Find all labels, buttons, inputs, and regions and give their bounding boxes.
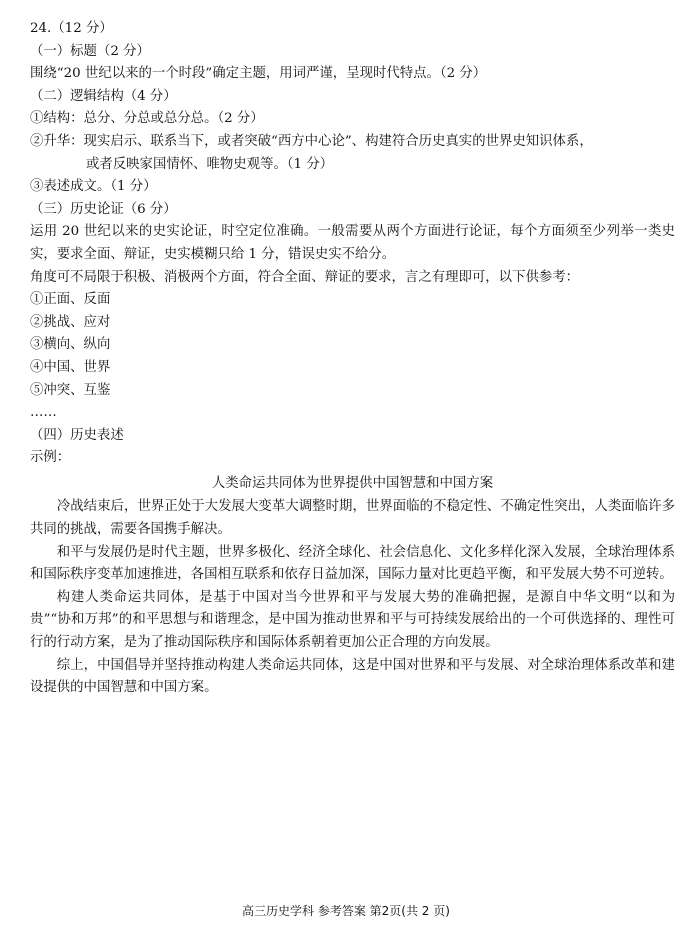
- argument-option: ④中国、世界: [30, 359, 111, 375]
- argument-option: ⑤冲突、互鉴: [30, 382, 111, 398]
- section-argument-heading: （三）历史论证（6 分）: [30, 201, 177, 217]
- answer-content: [30, 18, 675, 700]
- essay-paragraph: 冷战结束后，世界正处于大发展大变革大调整时期，世界面临的不稳定性、不确定性突出，人类面临许多共同的挑战，需要各国携手解决。: [30, 499, 675, 538]
- argument-option: ①正面、反面: [30, 292, 111, 308]
- logic-item-structure: ①结构：总分、分总或总分总。（2 分）: [30, 111, 264, 127]
- argument-requirements: 运用 20 世纪以来的史实论证，时空定位准确。一般需要从两个方面进行论证，每个方面须至少列举一类史实，要求全面、辩证，史实模糊只给 1 分，错误史实不给分。: [30, 224, 675, 262]
- essay-paragraph: 综上，中国倡导并坚持推动构建人类命运共同体，这是中国对世界和平与发展、对全球治理体系改革和建设提供的中国智慧和中国方案。: [30, 657, 675, 696]
- logic-item-expression: ③表述成文。（1 分）: [30, 179, 157, 195]
- argument-ellipsis: ……: [30, 405, 57, 421]
- example-label: 示例：: [30, 450, 71, 466]
- page-footer: 高三历史学科 参考答案 第2页(共 2 页): [242, 904, 450, 918]
- logic-item-sublimation: ②升华：现实启示、联系当下，或者突破“西方中心论”、构建符合历史真实的世界史知识体系，: [30, 133, 593, 149]
- essay-paragraph: 和平与发展仍是时代主题，世界多极化、经济全球化、社会信息化、文化多样化深入发展，全球治理体系和国际秩序变革加速推进，各国相互联系和依存日益加深，国际力量对比更趋平衡，和平发展大势不可逆转。: [30, 544, 675, 583]
- section-logic-heading: （二）逻辑结构（4 分）: [30, 88, 177, 104]
- argument-option: ③横向、纵向: [30, 337, 111, 353]
- argument-option: ②挑战、应对: [30, 314, 111, 330]
- question-header: 24.（12 分）: [30, 21, 113, 36]
- essay-title: 人类命运共同体为世界提供中国智慧和中国方案: [211, 475, 494, 491]
- argument-angles-intro: 角度可不局限于积极、消极两个方面，符合全面、辩证的要求，言之有理即可，以下供参考：: [30, 269, 580, 285]
- section-title-heading: （一）标题（2 分）: [30, 43, 150, 59]
- essay-paragraph: 构建人类命运共同体，是基于中国对当今世界和平与发展大势的准确把握，是源自中华文明“以和为贵”“协和万邦”的和平思想与和谐理念，是中国为推动世界和平与可持续发展给出的一个可供选择的、理性可行的行动方案，是为了推动国际秩序和国际体系朝着更加公正合理的方向发展。: [30, 589, 675, 651]
- section-title-text: 围绕“20 世纪以来的一个时段”确定主题，用词严谨，呈现时代特点。（2 分）: [30, 66, 487, 82]
- section-expression-heading: （四）历史表述: [30, 427, 124, 443]
- logic-item-sublimation-continued: 或者反映家国情怀、唯物史观等。（1 分）: [86, 156, 334, 172]
